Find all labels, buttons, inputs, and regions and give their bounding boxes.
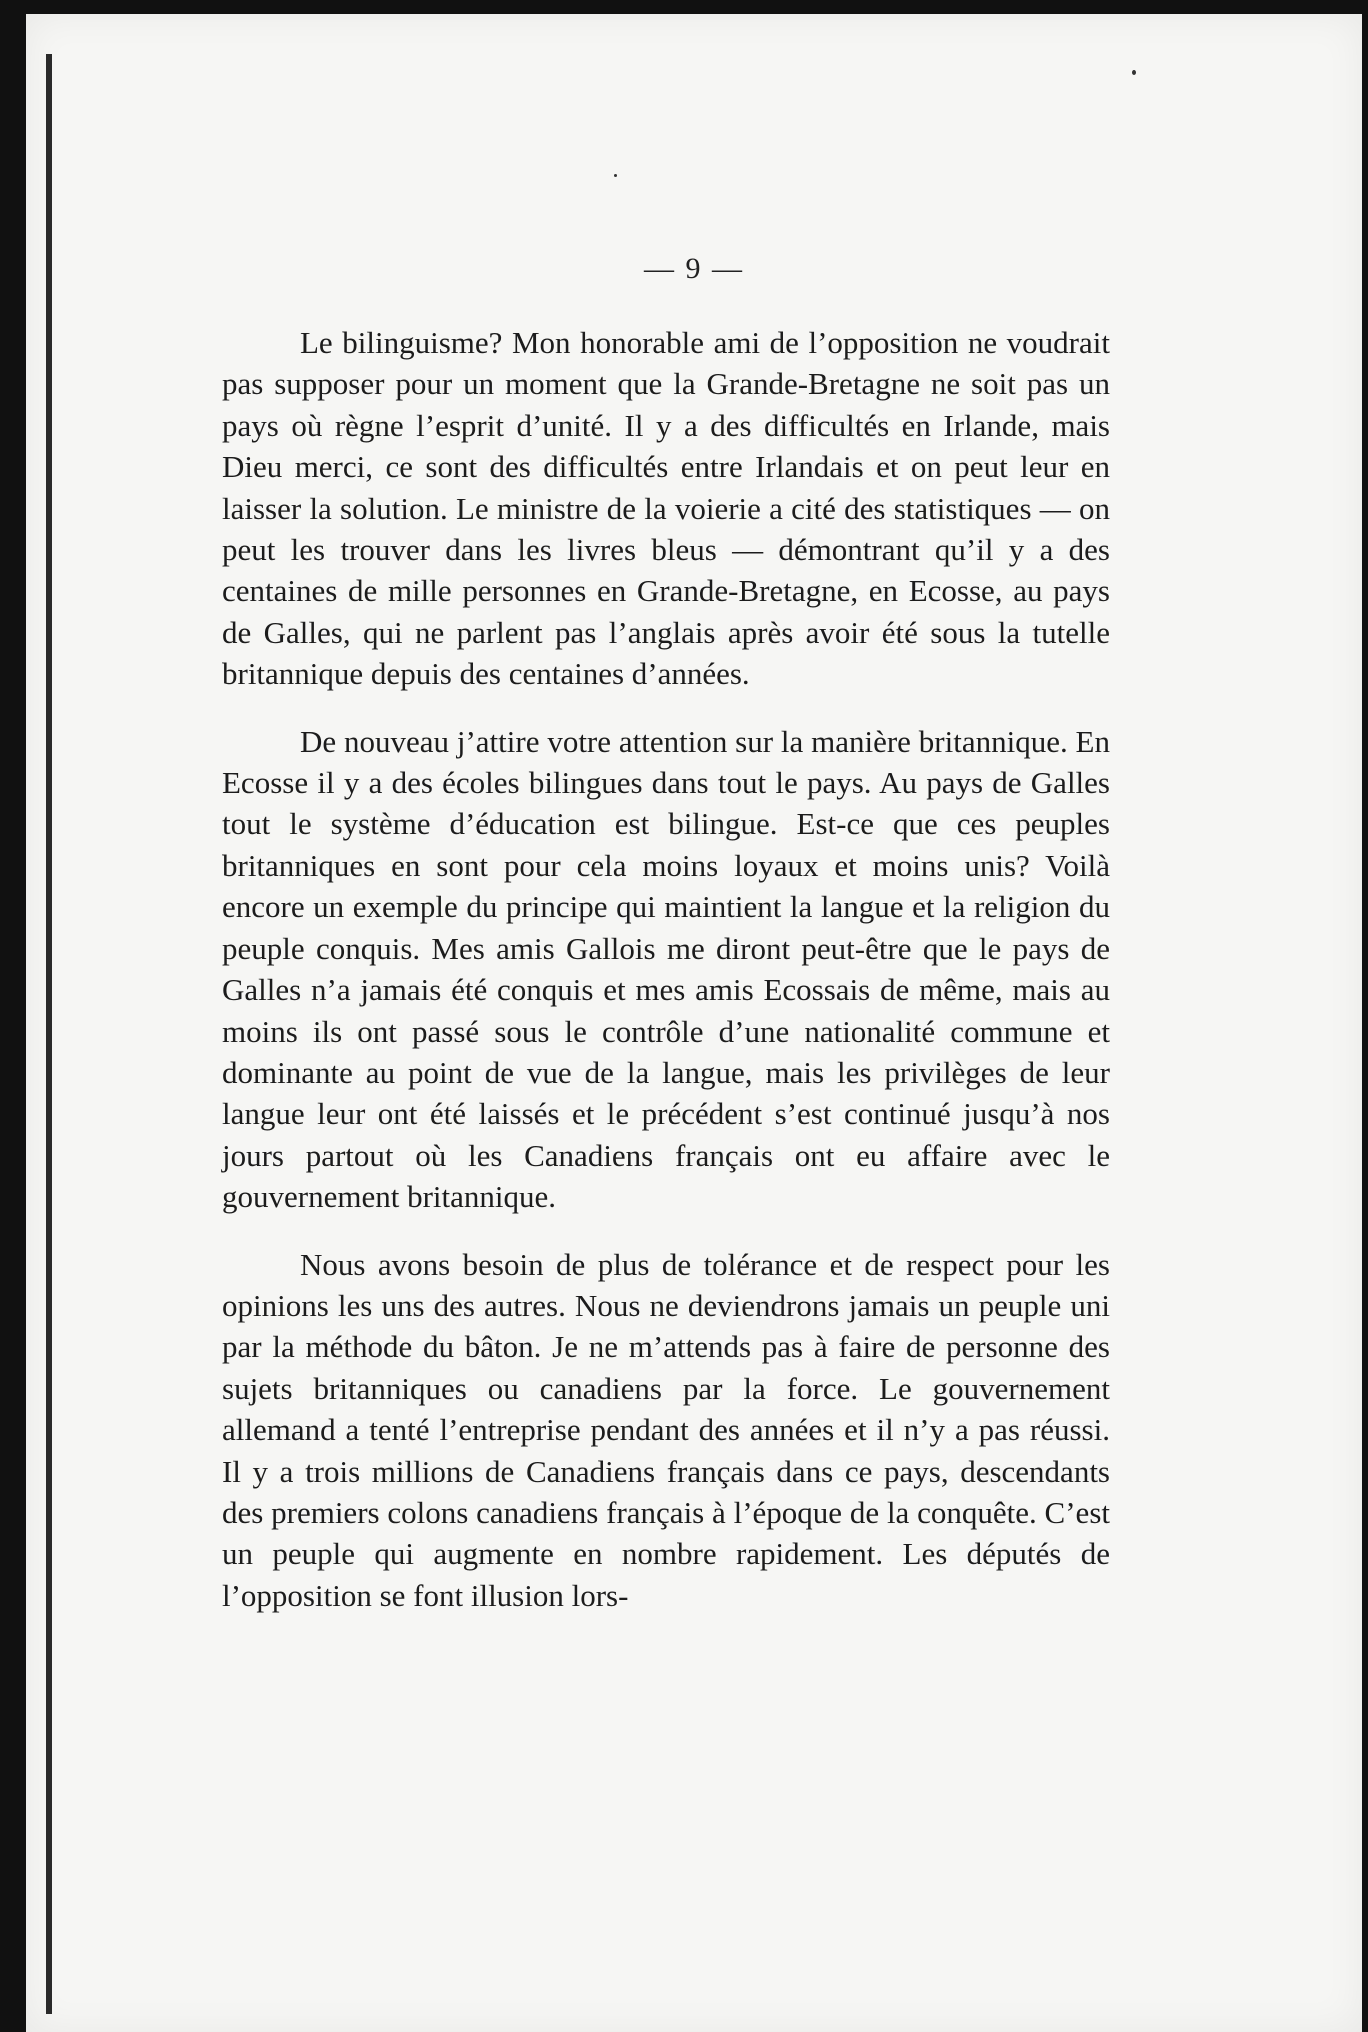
book-page bbox=[26, 14, 1362, 2032]
body-text bbox=[222, 322, 1110, 1616]
paragraph-3: Nous avons besoin de plus de tolérance et de respect pour les opinions les uns des autres. Nous ne deviendrons jamais un peuple uni par la méthode du bâton. Je ne m’attends pas à faire de personne des sujets britanniques ou canadiens par la force. Le gouvernement allemand a tenté l’entreprise pendant des années et il n’y a pas réussi. Il y a trois millions de Canadiens français dans ce pays, descendants des premiers colons canadiens français à l’époque de la conquête. C’est un peuple qui augmente en nombre rapidement. Les députés de l’opposition se font illusion lors- bbox=[222, 1246, 1110, 1613]
print-speck bbox=[1132, 70, 1136, 75]
paragraph-2: De nouveau j’attire votre attention sur la manière britannique. En Ecosse il y a des écoles bilingues dans tout le pays. Au pays de Galles tout le système d’éducation est bilingue. Est-ce que ces peuples britanniques en sont pour cela moins loyaux et moins unis? Voilà encore un exemple du principe qui maintient la langue et la religion du peuple conquis. Mes amis Gallois me diront peut-être que le pays de Galles n’a jamais été conquis et mes amis Ecossais de même, mais au moins ils ont passé sous le contrôle d’une nationalité commune et dominante au point de vue de la langue, mais les privilèges de leur langue leur ont été laissés et le précédent s’est continué jusqu’à nos jours partout où les Canadiens français ont eu affaire avec le gouvernement britannique. bbox=[222, 723, 1110, 1215]
page-number: — 9 — bbox=[644, 252, 744, 285]
binding-edge bbox=[46, 54, 52, 2014]
paragraph-1: Le bilinguisme? Mon honorable ami de l’opposition ne voudrait pas supposer pour un moment que la Grande-Bretagne ne soit pas un pays où règne l’esprit d’unité. Il y a des difficultés en Irlande, mais Dieu merci, ce sont des difficultés entre Irlandais et on peut leur en laisser la solution. Le ministre de la voierie a cité des statistiques — on peut les trouver dans les livres bleus — démontrant qu’il y a des centaines de mille personnes en Grande-Bretagne, en Ecosse, au pays de Galles, qui ne parlent pas l’anglais après avoir été sous la tutelle britannique depuis des centaines d’années. bbox=[222, 325, 1110, 692]
print-speck bbox=[614, 174, 617, 177]
